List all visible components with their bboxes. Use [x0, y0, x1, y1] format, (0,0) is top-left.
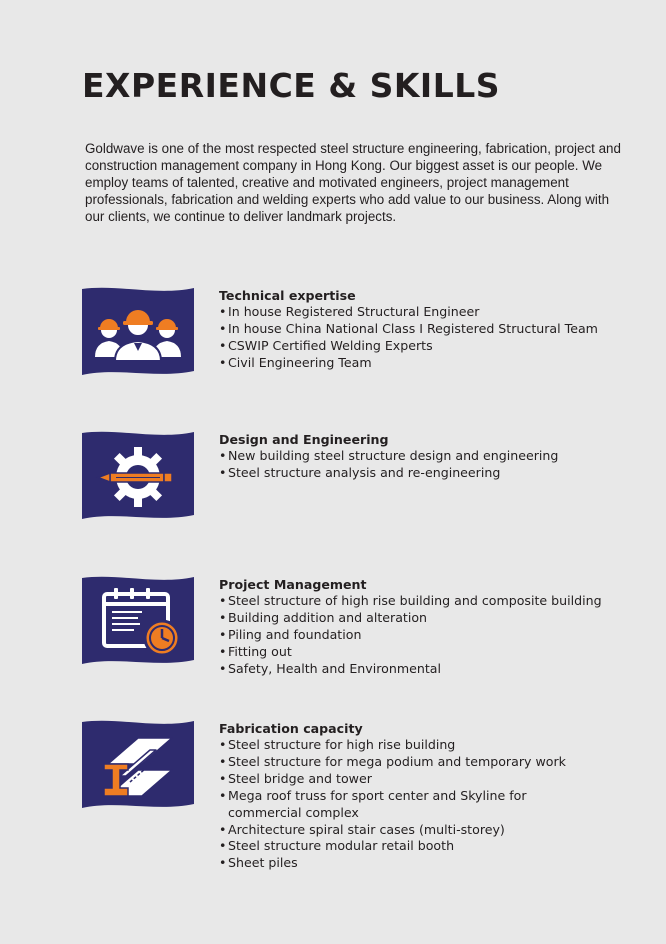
- list-item: • Mega roof truss for sport center and Skyline for commercial complex: [219, 788, 568, 822]
- calendar-clock-icon: [82, 576, 196, 672]
- list-item: • Piling and foundation: [219, 627, 639, 644]
- engineers-hardhat-icon: [82, 287, 196, 383]
- list-item: • Architecture spiral stair cases (multi-storey): [219, 822, 639, 839]
- list-item: • Steel structure analysis and re-engineering: [219, 465, 639, 482]
- page-title: EXPERIENCE & SKILLS: [82, 66, 501, 105]
- list-item: • Steel bridge and tower: [219, 771, 639, 788]
- section-heading: Technical expertise: [219, 288, 356, 303]
- list-item: • Civil Engineering Team: [219, 355, 639, 372]
- intro-paragraph: Goldwave is one of the most respected steel structure engineering, fabrication, project and construction management company in Hong Kong. Our biggest asset is our people. We employ teams of talented, creative and motivated engineers, project management professionals, fabrication and welding experts who add value to our business. Along with our clients, we continue to deliver landmark projects.: [85, 141, 621, 224]
- gear-pencil-icon: [82, 431, 196, 527]
- list-item: • In house China National Class I Registered Structural Team: [219, 321, 639, 338]
- list-item: • Steel structure of high rise building and composite building: [219, 593, 639, 610]
- section-heading: Project Management: [219, 577, 367, 592]
- section-technical-expertise: [82, 287, 642, 397]
- list-item: • Safety, Health and Environmental: [219, 661, 639, 678]
- bullet-list: [219, 448, 639, 482]
- bullet-list: [219, 593, 639, 678]
- bullet-list: [219, 304, 639, 372]
- list-item: • In house Registered Structural Engineer: [219, 304, 639, 321]
- section-heading: Design and Engineering: [219, 432, 389, 447]
- section-design-engineering: [82, 431, 642, 541]
- section-project-management: [82, 576, 642, 686]
- list-item: • New building steel structure design and engineering: [219, 448, 639, 465]
- bullet-list: [219, 737, 639, 872]
- list-item: • CSWIP Certified Welding Experts: [219, 338, 639, 355]
- section-heading: Fabrication capacity: [219, 721, 363, 736]
- list-item: • Steel structure for high rise building: [219, 737, 639, 754]
- list-item: • Steel structure for mega podium and temporary work: [219, 754, 639, 771]
- list-item: • Steel structure modular retail booth: [219, 838, 639, 855]
- list-item: • Sheet piles: [219, 855, 639, 872]
- steel-beam-icon: [82, 720, 196, 816]
- list-item: • Building addition and alteration: [219, 610, 639, 627]
- list-item: • Fitting out: [219, 644, 639, 661]
- section-fabrication-capacity: [82, 720, 642, 871]
